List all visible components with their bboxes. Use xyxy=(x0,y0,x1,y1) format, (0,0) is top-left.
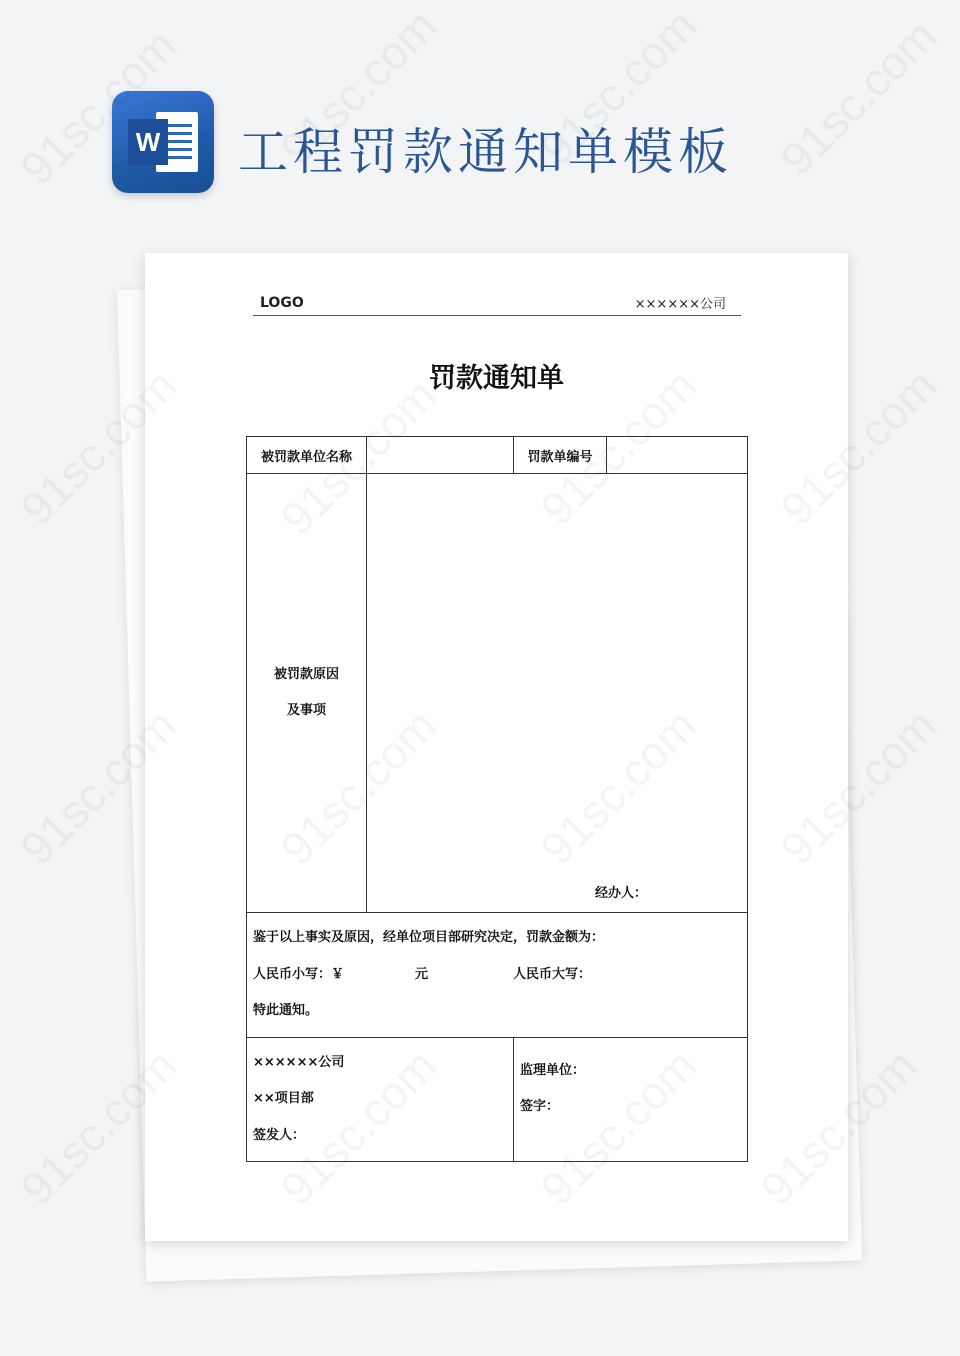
supervisor-sign-label: 签字： xyxy=(520,1099,560,1114)
issuer-signer-label: 签发人： xyxy=(253,1127,306,1143)
table-row xyxy=(247,913,748,1038)
supervisor-cell xyxy=(514,1037,748,1162)
handler-label: 经办人： xyxy=(594,886,647,901)
word-letter-badge: W xyxy=(128,119,168,165)
ticket-no-label: 罚款单编号 xyxy=(514,437,607,474)
logo-placeholder: LOGO xyxy=(260,295,304,311)
yuan-label: 元 xyxy=(415,966,429,982)
reason-field[interactable] xyxy=(367,474,748,913)
header-company: ××××××公司 xyxy=(634,297,726,312)
table-row xyxy=(247,437,748,474)
decision-cell xyxy=(247,913,748,1038)
unit-name-label: 被罚款单位名称 xyxy=(247,437,367,474)
ticket-no-field[interactable] xyxy=(607,437,748,474)
unit-name-field[interactable] xyxy=(367,437,514,474)
word-icon xyxy=(112,91,214,193)
document-title: 罚款通知单 xyxy=(429,363,564,394)
reason-label xyxy=(247,474,367,913)
banner-title: 工程罚款通知单模板 xyxy=(238,123,733,181)
supervisor-label: 监理单位： xyxy=(520,1062,586,1078)
document-page xyxy=(145,253,848,1241)
rmb-upper-label: 人民币大写： xyxy=(513,966,592,982)
table-row xyxy=(247,1037,748,1162)
issuer-company: ××××××公司 xyxy=(253,1054,345,1070)
header-divider xyxy=(253,315,741,316)
fine-notice-table xyxy=(246,436,748,1162)
amount-row xyxy=(253,957,741,994)
issuer-cell xyxy=(247,1037,514,1162)
reason-label-line1: 被罚款原因 xyxy=(273,667,339,682)
rmb-lower-label: 人民币小写：￥ xyxy=(253,966,345,982)
reason-label-line2: 及事项 xyxy=(286,703,326,718)
notice-end-text: 特此通知。 xyxy=(253,1003,319,1018)
table-row xyxy=(247,474,748,913)
decision-text: 鉴于以上事实及原因，经单位项目部研究决定，罚款金额为： xyxy=(253,930,605,945)
watermark xyxy=(770,8,947,185)
issuer-dept: ××项目部 xyxy=(253,1091,314,1106)
